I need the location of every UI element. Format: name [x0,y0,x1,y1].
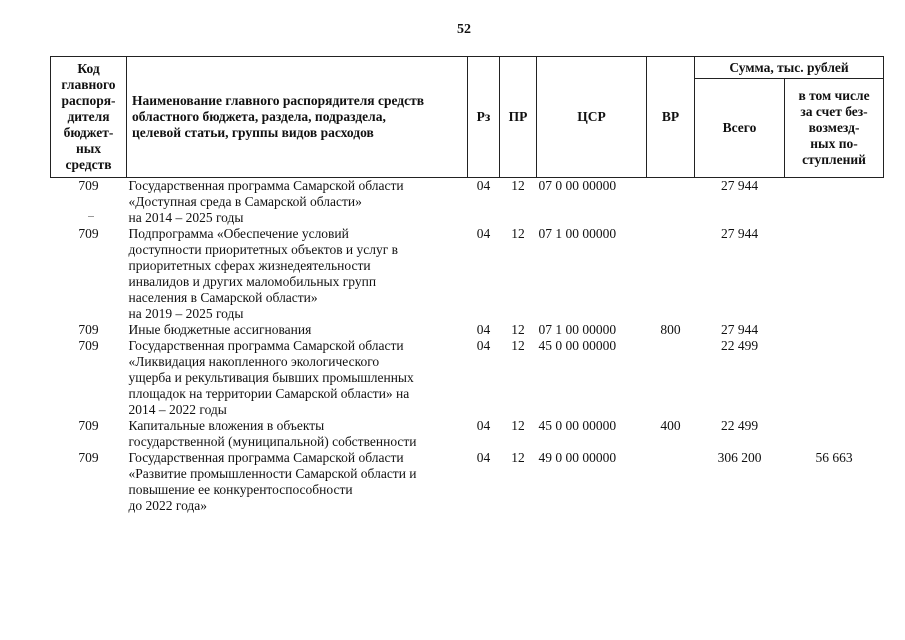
cell-free [785,178,884,227]
cell-csr: 07 1 00 00000 [538,226,617,241]
cell-csr: 45 0 00 00000 [538,418,617,433]
cell-free [785,418,884,450]
table-header [51,57,884,178]
table-row [51,226,884,322]
table-row [51,338,884,418]
header-pr: ПР [500,57,537,178]
cell-vr [647,178,695,227]
cell-total: 27 944 [720,322,759,337]
cell-name: Государственная программа Самарской области «Ликвидация накопленного экологического ущерба и рекультивация бывших промышленных площадок на территории Самарской области» на 2014 – 2022 годы [128,338,414,417]
cell-total: 22 499 [720,338,759,353]
cell-name: Иные бюджетные ассигнования [128,322,312,337]
cell-code: 709 [78,322,99,337]
cell-code: 709 [78,338,99,353]
table-row [51,450,884,514]
cell-name: Государственная программа Самарской области «Развитие промышленности Самарской области и повышение ее конкурентоспособности до 2022 года» [128,450,417,513]
cell-csr: 07 0 00 00000 [538,178,617,193]
cell-code: 709 [78,178,99,193]
header-vr: ВР [647,57,695,178]
cell-code: 709 [78,418,99,433]
cell-rz: 04 [476,418,491,433]
table-row [51,418,884,450]
cell-free [785,226,884,322]
budget-table [50,56,884,514]
cell-pr: 12 [511,226,525,241]
cell-pr: 12 [511,178,525,193]
cell-csr: 49 0 00 00000 [538,450,617,465]
cell-total: 27 944 [720,178,759,193]
cell-total: 306 200 [717,450,762,465]
cell-free: 56 663 [815,450,853,465]
cell-name: Капитальные вложения в объекты государственной (муниципальной) собственности [128,418,417,449]
table-row [51,322,884,338]
cell-pr: 12 [511,338,525,353]
cell-vr [647,338,695,418]
cell-rz: 04 [476,338,491,353]
cell-rz: 04 [476,226,491,241]
page-number: 52 [457,22,471,37]
cell-rz: 04 [476,450,491,465]
cell-vr: 800 [660,322,681,337]
cell-rz: 04 [476,178,491,193]
cell-csr: 45 0 00 00000 [538,338,617,353]
cell-pr: 12 [511,322,525,337]
header-total: Всего [695,79,785,178]
cell-vr: 400 [660,418,681,433]
cell-free [785,322,884,338]
cell-name: Государственная программа Самарской области «Доступная среда в Самарской области» на 2014 – 2025 годы [128,178,404,225]
table-row [51,178,884,227]
cell-pr: 12 [511,450,525,465]
cell-csr: 07 1 00 00000 [538,322,617,337]
header-free: в том числе за счет без- возмезд- ных по- ступлений [785,79,884,178]
cell-code: 709 [78,450,99,465]
cell-pr: 12 [511,418,525,433]
header-csr: ЦСР [537,57,647,178]
header-code: Код главного распоря- дителя бюджет- ных средств [51,57,127,178]
header-sum: Сумма, тыс. рублей [695,57,884,79]
cell-vr [647,450,695,514]
cell-rz: 04 [476,322,491,337]
table-body [51,178,884,515]
header-rz: Рз [468,57,500,178]
cell-free [785,338,884,418]
cell-total: 22 499 [720,418,759,433]
cell-code: 709 [78,226,99,241]
header-name: Наименование главного распорядителя средств областного бюджета, раздела, подраздела, целевой статьи, группы видов расходов [127,57,468,178]
cell-vr [647,226,695,322]
cell-total: 27 944 [720,226,759,241]
cell-name: Подпрограмма «Обеспечение условий доступности приоритетных объектов и услуг в приоритетных сферах жизнедеятельности инвалидов и других маломобильных групп населения в Самарской области» на 2019 – 2025 годы [128,226,399,321]
